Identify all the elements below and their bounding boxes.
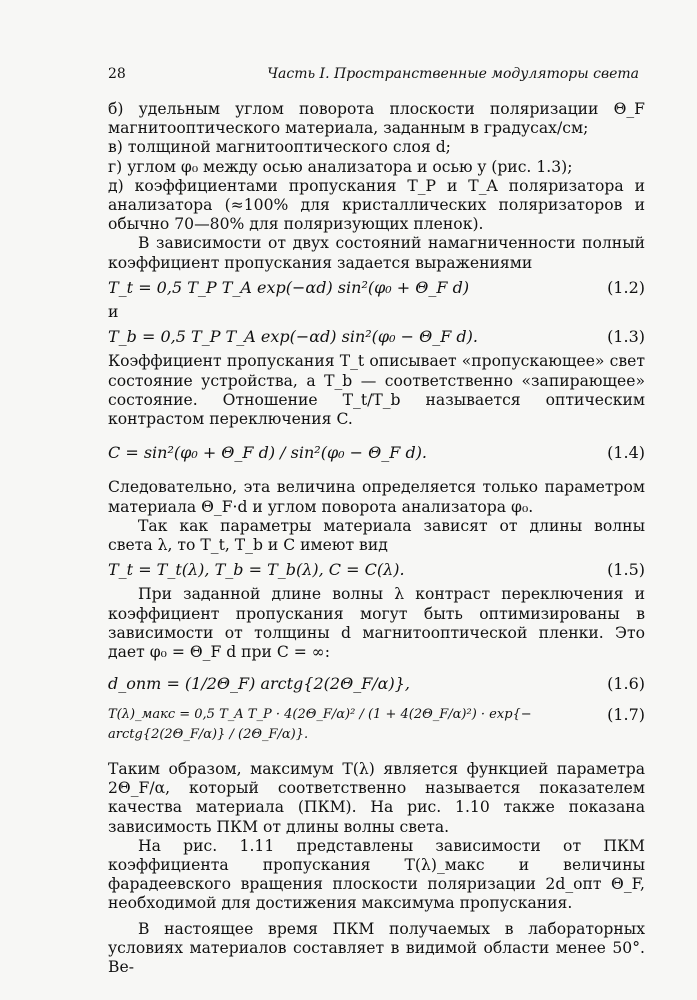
running-title: Часть I. Пространственные модуляторы света [267, 66, 639, 82]
parameter-list [108, 100, 645, 234]
page-number: 28 [108, 66, 126, 82]
paragraph: Коэффициент пропускания T_t описывает «пропускающее» свет состояние устройства, а T_b — соответственно «запирающее» состояние. Отношение T_t/T_b называется оптическим контрастом переключения C. [108, 352, 645, 429]
page-header [108, 66, 639, 88]
equation-1-2 [108, 278, 645, 297]
paragraph: На рис. 1.11 представлены зависимости от ПКМ коэффициента пропускания T(λ)_макс и величины фарадеевского вращения плоскости поляризации 2d_опт Θ_F, необходимой для достижения максимума пропускания. [108, 836, 645, 913]
equation-formula: C = sin²(φ₀ + Θ_F d) / sin²(φ₀ − Θ_F d). [108, 443, 428, 463]
equation-1-3 [108, 327, 645, 346]
equation-formula: T_t = T_t(λ), T_b = T_b(λ), C = C(λ). [108, 560, 405, 580]
paragraph: В зависимости от двух состояний намагниченности полный коэффициент пропускания задается выражениями [108, 234, 645, 272]
equation-number: (1.3) [607, 327, 645, 347]
equation-formula: T_t = 0,5 T_P T_A exp(−αd) sin²(φ₀ + Θ_F d) [108, 277, 470, 297]
equation-number: (1.2) [607, 277, 645, 297]
equation-1-6 [108, 674, 645, 693]
equation-formula: T_b = 0,5 T_P T_A exp(−αd) sin²(φ₀ − Θ_F d). [108, 327, 478, 347]
equation-1-5 [108, 560, 645, 579]
equation-number: (1.7) [607, 705, 645, 725]
equation-number: (1.5) [607, 560, 645, 580]
list-item: в) толщиной магнитооптического слоя d; [108, 138, 451, 157]
paragraph: Так как параметры материала зависят от длины волны света λ, то T_t, T_b и C имеют вид [108, 516, 645, 555]
equation-number: (1.4) [607, 443, 645, 463]
paragraph: При заданной длине волны λ контраст переключения и коэффициент пропускания могут быть оптимизированы в зависимости от толщины d магнитооптической пленки. Это дает φ₀ = Θ_F d при C = ∞: [108, 585, 645, 662]
paragraph: В настоящее время ПКМ получаемых в лабораторных условиях материалов составляет в видимой области менее 50°. Ве- [108, 919, 645, 976]
equation-1-7 [108, 705, 645, 743]
equation-1-4 [108, 443, 645, 462]
equation-formula: T(λ)_макс = 0,5 T_A T_P · 4(2Θ_F/α)² / (1 + 4(2Θ_F/α)²) · exp{− arctg{2(2Θ_F/α)} / (2Θ_F/α)}. [108, 707, 532, 742]
equation-number: (1.6) [607, 674, 645, 694]
conjunction: и [108, 303, 119, 322]
page-body [108, 100, 645, 977]
paragraph: Таким образом, максимум T(λ) является функцией параметра 2Θ_F/α, который соответственно называется показателем качества материала (ПКМ). На рис. 1.10 также показана зависимость ПКМ от длины волны света. [108, 759, 645, 836]
list-item: б) удельным углом поворота плоскости поляризации Θ_F магнитооптического материала, заданным в градусах/см; [108, 100, 645, 138]
paragraph: Следовательно, эта величина определяется только параметром материала Θ_F·d и углом поворота анализатора φ₀. [108, 478, 645, 516]
equation-formula: d_опт = (1/2Θ_F) arctg{2(2Θ_F/α)}, [108, 674, 410, 694]
list-item: г) углом φ₀ между осью анализатора и осью y (рис. 1.3); [108, 157, 573, 176]
list-item: д) коэффициентами пропускания T_P и T_A поляризатора и анализатора (≈100% для кристаллических поляризаторов и обычно 70—80% для поляризующих пленок). [108, 176, 645, 234]
